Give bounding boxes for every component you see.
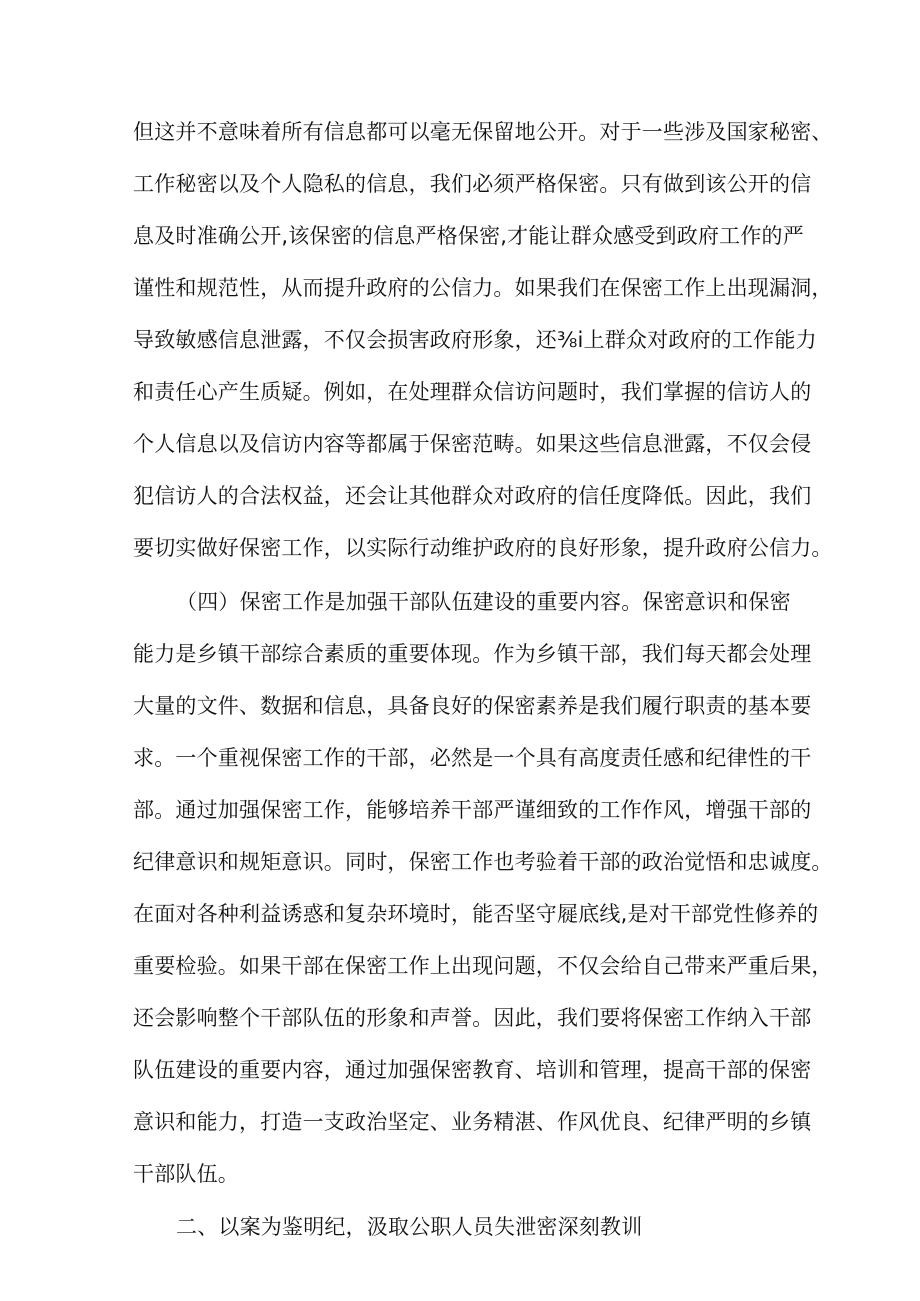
section-paragraph-start: （四）保密工作是加强干部队伍建设的重要内容。保密意识和保密 [176,590,791,614]
text-line: 要切实做好保密工作，以实际行动维护政府的良好形象，提升政府公信力。 [133,536,833,560]
text-line: 息及时准确公开,该保密的信息严格保密,才能让群众感受到政府工作的严 [133,224,804,248]
text-line: 工作秘密以及个人隐私的信息，我们必须严格保密。只有做到该公开的信 [133,172,812,196]
text-line: 和责任心产生质疑。例如，在处理群众信访问题时，我们掌握的信访人的 [133,380,812,404]
text-line: 导致敏感信息泄露，不仅会损害政府形象，还⅜i上群众对政府的工作能力 [133,328,817,352]
text-line: 重要检验。如果干部在保密工作上出现问题，不仅会给自己带来严重后果， [133,954,833,978]
text-line: 纪律意识和规矩意识。同时，保密工作也考验着干部的政治觉悟和忠诚度。 [133,850,833,874]
text-line: 干部队伍。 [133,1162,239,1186]
text-line: 部。通过加强保密工作，能够培养干部严谨细致的工作作风，增强干部的 [133,798,812,822]
text-line: 个人信息以及信访内容等都属于保密范畴。如果这些信息泄露，不仅会侵 [133,432,812,456]
section-heading: 二、以案为鉴明纪，汲取公职人员失泄密深刻教训 [176,1215,643,1239]
text-line: 求。一个重视保密工作的干部，必然是一个具有高度责任感和纪律性的干 [133,746,812,770]
text-line: 意识和能力，打造一支政治坚定、业务精湛、作风优良、纪律严明的乡镇 [133,1110,812,1134]
text-line: 在面对各种利益诱惑和复杂环境时，能否坚守屣底线,是对干部党性修养的 [133,902,819,926]
text-line: 谨性和规范性，从而提升政府的公信力。如果我们在保密工作上出现漏洞， [133,276,833,300]
text-line: 大量的文件、数据和信息，具备良好的保密素养是我们履行职责的基本要 [133,694,812,718]
text-line: 队伍建设的重要内容，通过加强保密教育、培训和管理，提高干部的保密 [133,1058,812,1082]
text-line: 还会影响整个干部队伍的形象和声誉。因此，我们要将保密工作纳入干部 [133,1006,812,1030]
text-line: 但这并不意味着所有信息都可以毫无保留地公开。对于一些涉及国家秘密、 [133,120,833,144]
text-line: 犯信访人的合法权益，还会让其他群众对政府的信任度降低。因此，我们 [133,484,812,508]
text-line: 能力是乡镇干部综合素质的重要体现。作为乡镇干部，我们每天都会处理 [133,642,812,666]
